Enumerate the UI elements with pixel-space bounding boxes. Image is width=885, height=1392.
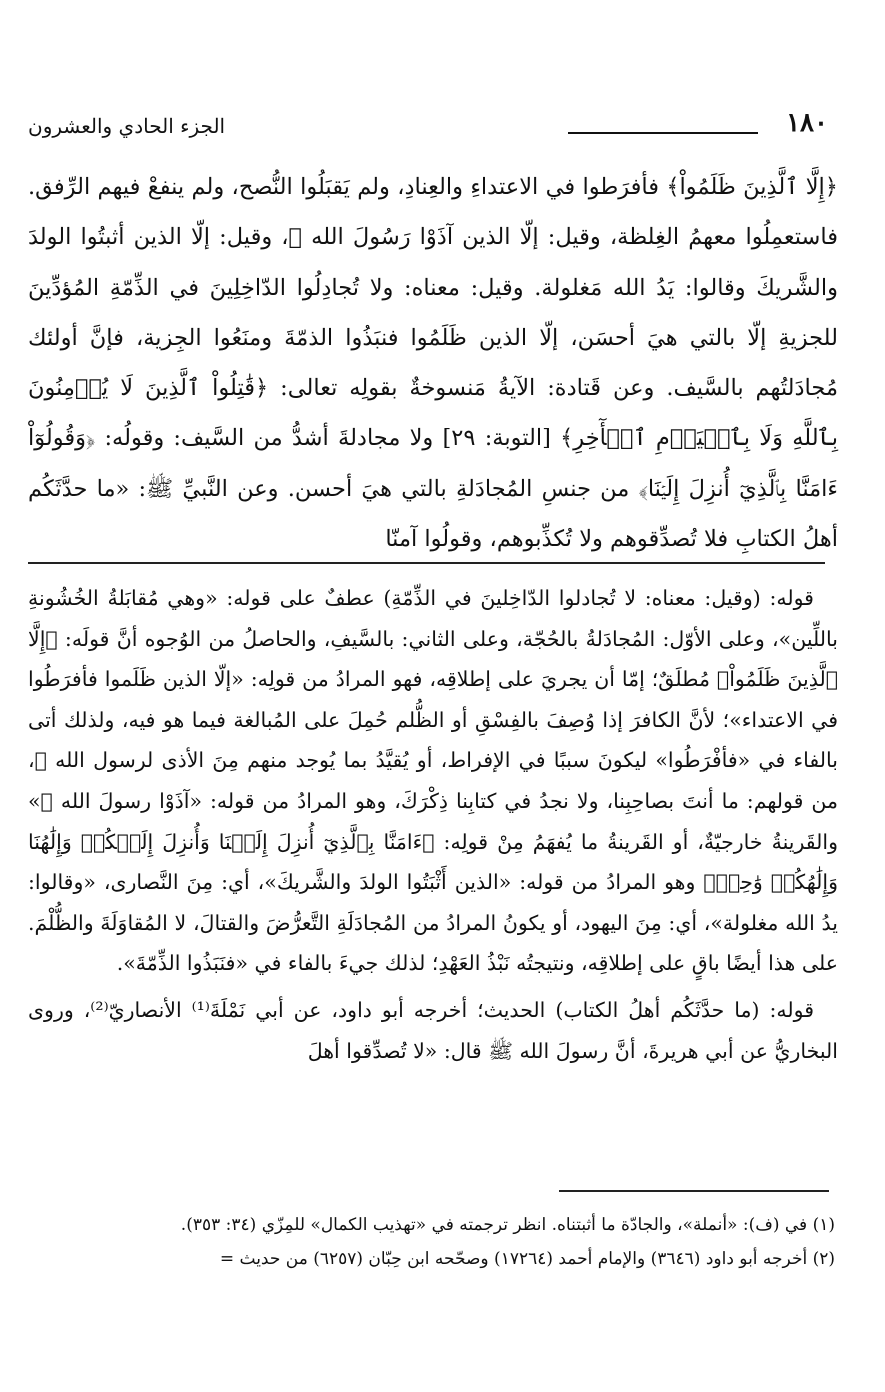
commentary-paragraph: قوله: (وقيل: معناه: لا تُجادلوا الدّاخِلينَ في الذِّمّةِ) عطفٌ على قوله: «وهي مُقابَلةُ الخُشُونةِ باللِّين»، وعلى الأوّل: المُجادَلةُ بالحُجّة، وعلى الثاني: بالسَّيفِ، والحاصلُ من الوُجوه أنَّ قولَه: ﴿إِلَّا ٱلَّذِينَ ظَلَمُواْ﴾ مُطلَقٌ؛ إمّا أن يجريَ على إطلاقِه، فهو المرادُ من قولِه: «إلّا الذين ظَلَموا فأفرَطُوا في الاعتداء»؛ لأنَّ الكافرَ إذا وُصِفَ بالفِسْقِ أو الظُّلم حُمِلَ على المُبالغة فيما هو فيه، ولذلك أتى بالفاء في «فأفْرَطُوا» ليكونَ سببًا في الإفراط، أو يُقيَّدُ بما يُوجد منهم مِنَ الأذى لرسول الله ﷺ، من قولهم: ما أنتَ بصاحِبِنا، ولا نجدُ في كتابِنا ذِكْرَكَ، وهو المرادُ من قوله: «آذَوْا رسولَ الله ﷺ» والقَرينةُ خارجيّةٌ، أو القَرينةُ ما يُفهَمُ مِنْ قولِه: ﴿ءَامَنَّا بِٱلَّذِيٓ أُنزِلَ إِلَيۡنَا وَأُنزِلَ إِلَيۡكُمۡ وَإِلَٰهُنَا وَإِلَٰهُكُمۡ وَٰحِدٞ﴾ وهو المرادُ من قوله: «الذين أَثْبَتُوا الولدَ والشَّريكَ»، أي: مِنَ النَّصارى، «وقالوا: يدُ الله مغلولة»، أي: مِنَ اليهود، أو يكونُ المرادُ من المُجادَلَةِ التَّعرُّضَ والقتالَ، لا المُقاوَلَةَ والظُّلْمَ. على هذا أيضًا باقٍ على إطلاقِه، ونتيجتُه نَبْذُ العَهْدِ؛ لذلك جيءَ بالفاء في «فنَبَذُوا الذِّمّةَ».: [28, 586, 838, 976]
footnote: (٢) أخرجه أبو داود (٣٦٤٦) والإمام أحمد (١٧٢٦٤) وصحّحه ابن حِبّان (٦٢٥٧) من حديث =: [219, 1249, 835, 1269]
commentary: [28, 578, 838, 1077]
main-commentary-separator: [28, 562, 825, 564]
commentary-paragraph: قوله: (ما حدَّثَكُم أهلُ الكتاب) الحديث؛ أخرجه أبو داود، عن أبي نَمْلَةَ⁽¹⁾ الأنصاريّ⁽²⁾، وروى البخاريُّ عن أبي هريرةَ، أنَّ رسولَ الله ﷺ قال: «لا تُصدِّقوا أهلَ: [28, 997, 838, 1063]
footnotes: [40, 1208, 835, 1276]
main-paragraph: ﴿إِلَّا ٱلَّذِينَ ظَلَمُواْ﴾ فأفرَطوا في الاعتداءِ والعِنادِ، ولم يَقبَلُوا النُّصح، ولم ينفعْ فيهم الرِّفق. فاستعمِلُوا معهمُ الغِلظة، وقيل: إلّا الذين آذَوْا رَسُولَ الله ﷺ، وقيل: إلّا الذين أثبتُوا الولدَ والشَّريكَ وقالوا: يَدُ الله مَغلولة. وقيل: معناه: ولا تُجادِلُوا الدّاخِلِينَ في الذِّمّةِ المُؤدِّينَ للجزيةِ إلّا بالتي هيَ أحسَن، إلّا الذين ظَلَمُوا فنبَذُوا الذمّةَ ومنَعُوا الجِزية، فإنَّ أولئك مُجادَلتُهم بالسَّيف. وعن قَتادة: الآيةُ مَنسوخةٌ بقولِه تعالى: ﴿قَٰتِلُواْ ٱلَّذِينَ لَا يُؤۡمِنُونَ بِٱللَّهِ وَلَا بِٱلۡيَوۡمِ ٱلۡأٓخِرِ﴾ [التوبة: ٢٩] ولا مجادلةَ أشدُّ من السَّيف: وقولُه: ﴿وَقُولُوٓاْ ءَامَنَّا بِٱلَّذِيٓ أُنزِلَ إِلَيۡنَا﴾ من جنسِ المُجادَلةِ بالتي هيَ أحسن. وعن النَّبيِّ ﷺ: «ما حدَّثَكُم أهلُ الكتابِ فلا تُصدِّقوهم ولا تُكذِّبوهم، وقولُوا آمنّا: [28, 174, 839, 553]
header-rule: [568, 132, 758, 134]
page-header: [28, 108, 828, 148]
footnote-rule: [559, 1190, 829, 1192]
running-title: الجزء الحادي والعشرون: [28, 114, 226, 138]
footnote: (١) في (ف): «أنملة»، والجادّة ما أثبتناه. انظر ترجمته في «تهذيب الكمال» للمِزّي (٣٤: ٣٥٣).: [180, 1215, 835, 1235]
main-text: [28, 162, 838, 564]
page-number: ١٨٠: [786, 108, 828, 138]
